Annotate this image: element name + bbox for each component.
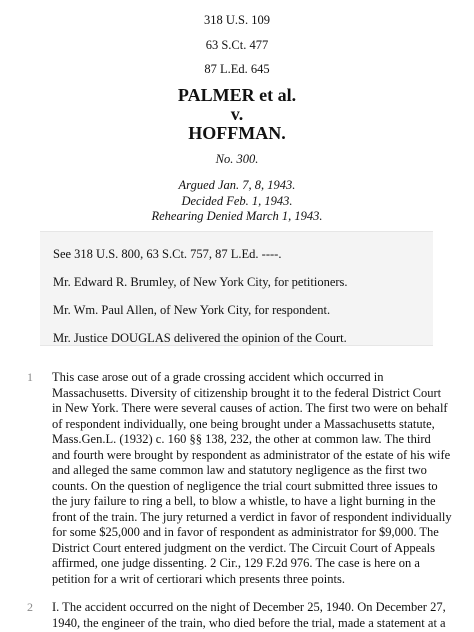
docket-number: No. 300.: [215, 152, 259, 166]
citation-block: [0, 8, 474, 82]
paragraph-line: District Court entered judgment on the verdict. The Circuit Court of Appeals: [52, 540, 436, 555]
paragraph-line: and fourth were brought by respondent as administrator of the estate of his wife: [52, 447, 451, 462]
paragraph-line: affirmed, one judge dissenting. 2 Cir., 129 F.2d 976. The case is here on a: [52, 556, 420, 570]
paragraph-number: 2: [27, 600, 33, 614]
date-block: [0, 178, 474, 225]
paragraph-line: in New York. There were several causes of action. The first two were on behalf: [52, 401, 448, 415]
citation-led: 87 L.Ed. 645: [204, 62, 270, 76]
counsel-petitioners: Mr. Edward R. Brumley, of New York City, for petitioners.: [53, 275, 348, 289]
respondent-name: HOFFMAN.: [188, 123, 286, 143]
opinion-author: Mr. Justice DOUGLAS delivered the opinion of the Court.: [53, 331, 347, 345]
paragraph-line: front of the train. The jury returned a verdict in favor of respondent individually: [52, 509, 452, 524]
rehearing-date: Rehearing Denied March 1, 1943.: [151, 209, 323, 223]
paragraph-line: of respondent individually, one being brought under a Massachusetts statute,: [52, 416, 435, 431]
paragraph-line: and alleged the same common law and statutory negligence as the first two: [52, 463, 427, 477]
paragraph-line: the jury failure to ring a bell, to blow a whistle, to have a light burning in the: [52, 494, 436, 508]
paragraph-line: I. The accident occurred on the night of December 25, 1940. On December 27,: [52, 600, 446, 614]
case-caption: [0, 86, 474, 143]
petitioner-name: PALMER et al.: [177, 85, 297, 105]
argued-date: Argued Jan. 7, 8, 1943.: [178, 178, 296, 192]
paragraph-line: petition for a writ of certiorari which presents three points.: [52, 571, 345, 586]
paragraph-line: Massachusetts. Diversity of citizenship brought it to the federal District Court: [52, 385, 442, 400]
paragraph-text: [52, 600, 462, 631]
counsel-respondent: Mr. Wm. Paul Allen, of New York City, for respondent.: [53, 303, 331, 317]
citation-us: 318 U.S. 109: [204, 13, 270, 27]
paragraph-text: [52, 370, 462, 587]
summary-box: [40, 231, 433, 346]
paragraph-number: 1: [27, 370, 33, 384]
paragraph-line: 1940, the engineer of the train, who died before the trial, made a statement at a: [52, 615, 446, 630]
paragraph-line: for some $25,000 and in favor of respondent as administrator for $9,000. The: [52, 525, 439, 539]
paragraph-line: counts. On the question of negligence the trial court submitted three issues to: [52, 478, 438, 493]
decided-date: Decided Feb. 1, 1943.: [181, 193, 293, 208]
paragraph-line: This case arose out of a grade crossing accident which occurred in: [52, 370, 384, 384]
versus-label: v.: [230, 104, 244, 124]
citation-sct: 63 S.Ct. 477: [205, 37, 269, 52]
paragraph-line: Mass.Gen.L. (1932) c. 160 §§ 138, 232, the other at common law. The third: [52, 432, 431, 446]
see-also-citation: See 318 U.S. 800, 63 S.Ct. 757, 87 L.Ed. ----.: [53, 247, 282, 261]
